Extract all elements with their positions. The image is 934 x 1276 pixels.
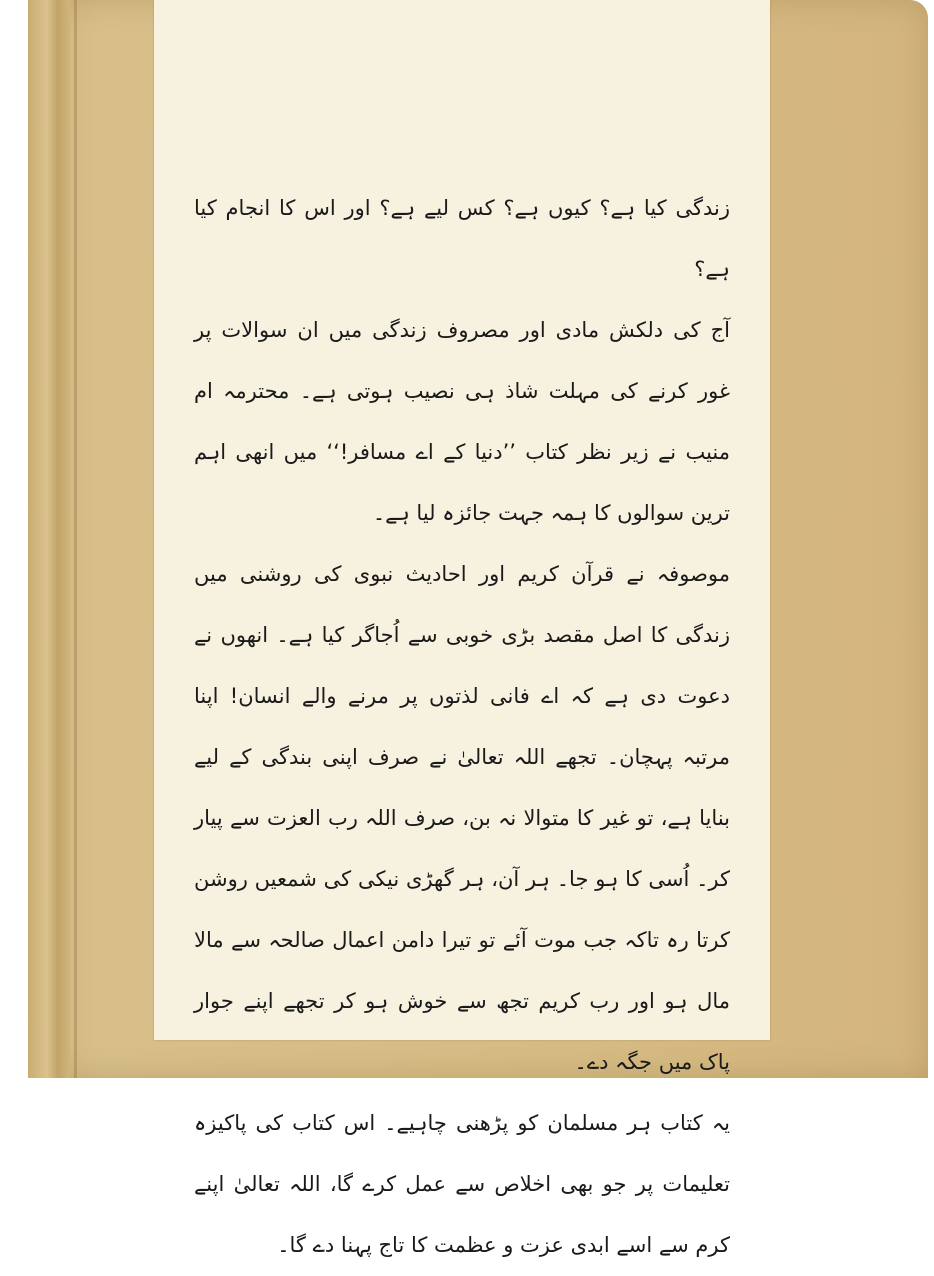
spine-crease: [74, 0, 77, 1078]
book-spine: [28, 0, 70, 1078]
paragraph-message: موصوفہ نے قرآن کریم اور احادیث نبوی کی روشنی میں زندگی کا اصل مقصد بڑی خوبی سے اُجاگر کیا ہے۔ انھوں نے دعوت دی ہے کہ اے فانی لذتوں پر مرنے والے انسان! اپنا مرتبہ پہچان۔ تجھے اللہ تعالیٰ نے صرف اپنی بندگی کے لیے بنایا ہے، تو غیر کا متوالا نہ بن، صرف اللہ رب العزت سے پیار کر۔ اُسی کا ہو جا۔ ہر آن، ہر گھڑی نیکی کی شمعیں روشن کرتا رہ تاکہ جب موت آئے تو تیرا دامن اعمال صالحہ سے مالا مال ہو اور رب کریم تجھ سے خوش ہو کر تجھے اپنے جوار پاک میں جگہ دے۔: [194, 562, 730, 1074]
text-panel: [154, 0, 770, 1257]
paragraph-questions: زندگی کیا ہے؟ کیوں ہے؟ کس لیے ہے؟ اور اس کا انجام کیا ہے؟: [194, 196, 730, 281]
blurb-text: [194, 178, 730, 1276]
paragraph-introduction: آج کی دلکش مادی اور مصروف زندگی میں ان سوالات پر غور کرنے کی مہلت شاذ ہی نصیب ہوتی ہے۔ محترمہ ام منیب نے زیر نظر کتاب ’’دنیا کے اے مسافر!‘‘ میں انھی اہم ترین سوالوں کا ہمہ جہت جائزہ لیا ہے۔: [194, 318, 730, 525]
paragraph-recommendation: یہ کتاب ہر مسلمان کو پڑھنی چاہیے۔ اس کتاب کی پاکیزہ تعلیمات پر جو بھی اخلاص سے عمل کرے گا، اللہ تعالیٰ اپنے کرم سے اسے ابدی عزت و عظمت کا تاج پہنا دے گا۔: [194, 1111, 730, 1257]
